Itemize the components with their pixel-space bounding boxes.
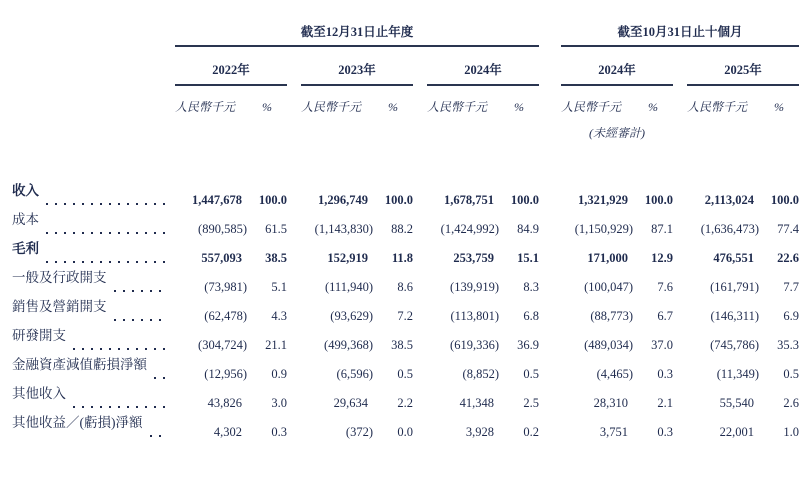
value-cell: 55,540: [719, 396, 755, 410]
dot-leader: [114, 311, 168, 324]
column-gap: [673, 382, 687, 411]
group-gap: [539, 46, 561, 85]
percent-cell: 88.2: [391, 222, 413, 236]
value-cell: (4,465): [596, 367, 634, 381]
percent-cell: 100.0: [510, 193, 540, 207]
value-cell: 28,310: [593, 396, 629, 410]
column-gap: [413, 237, 427, 266]
percent-label: %: [648, 100, 659, 114]
empty-cell: [12, 141, 799, 179]
value-cell: 29,634: [333, 396, 368, 410]
row-label: [12, 179, 175, 208]
value-cell: 1,296,749: [318, 193, 368, 207]
value-cell: (139,919): [450, 280, 499, 294]
value-cell: 41,348: [459, 396, 494, 410]
percent-cell: 4.3: [271, 309, 287, 323]
percent-cell: 0.9: [271, 367, 287, 381]
percent-cell: 3.0: [271, 396, 287, 410]
column-gap: [413, 324, 427, 353]
column-gap: [673, 411, 687, 440]
value-cell: 3,928: [465, 425, 494, 439]
percent-cell: 0.0: [397, 425, 413, 439]
percent-cell: 2.2: [397, 396, 413, 410]
column-gap: [413, 411, 427, 440]
column-gap: [287, 324, 301, 353]
table-row: [12, 324, 799, 353]
group-gap: [539, 22, 561, 46]
percent-cell: 22.6: [777, 251, 800, 265]
column-gap: [413, 382, 427, 411]
table-row: [12, 411, 799, 440]
row-label-text: 毛利: [12, 241, 39, 256]
value-cell: (1,424,992): [440, 222, 499, 236]
value-cell: (62,478): [204, 309, 247, 323]
percent-cell: 0.5: [397, 367, 413, 381]
percent-cell: 6.9: [783, 309, 800, 323]
value-cell: (146,311): [710, 309, 760, 323]
value-cell: 476,551: [713, 251, 755, 265]
period-group-ten-month: 截至10月31日止十個月: [561, 22, 799, 46]
row-label: [12, 208, 175, 237]
dot-leader: [150, 427, 168, 440]
group-gap: [539, 411, 561, 440]
header-body-spacer: [12, 141, 799, 179]
column-gap: [287, 237, 301, 266]
dot-leader: [46, 253, 167, 266]
unit-label: 人民幣千元: [427, 100, 488, 114]
value-cell: 4,302: [213, 425, 242, 439]
group-gap: [539, 85, 561, 115]
dot-leader: [46, 224, 167, 237]
percent-cell: 15.1: [517, 251, 540, 265]
column-gap: [287, 411, 301, 440]
table-row: [12, 295, 799, 324]
percent-cell: 35.3: [777, 338, 800, 352]
percent-cell: 36.9: [517, 338, 540, 352]
value-cell: (161,791): [710, 280, 760, 294]
value-cell: 43,826: [207, 396, 242, 410]
percent-cell: 38.5: [391, 338, 413, 352]
percent-cell: 100.0: [384, 193, 413, 207]
percent-label: %: [388, 100, 398, 114]
column-gap: [673, 237, 687, 266]
percent-cell: 7.6: [657, 280, 674, 294]
dot-leader: [46, 195, 167, 208]
row-label-text: 收入: [12, 183, 39, 198]
unit-label: 人民幣千元: [687, 100, 748, 114]
percent-cell: 84.9: [517, 222, 540, 236]
unit-label: 人民幣千元: [175, 100, 236, 114]
percent-cell: 6.8: [523, 309, 540, 323]
table-row: [12, 353, 799, 382]
column-gap: [287, 85, 301, 115]
percent-label: %: [514, 100, 524, 114]
column-gap: [287, 353, 301, 382]
row-label-text: 其他收入: [12, 386, 66, 401]
dot-leader: [73, 398, 167, 411]
column-gap: [287, 46, 301, 85]
corner-cell: [12, 22, 175, 46]
value-cell: (88,773): [590, 309, 634, 323]
table-row: [12, 382, 799, 411]
unit-label: 人民幣千元: [561, 100, 622, 114]
percent-cell: 8.3: [523, 280, 540, 294]
column-gap: [413, 179, 427, 208]
row-label-text: 一般及行政開支: [12, 270, 107, 285]
value-cell: 2,113,024: [704, 193, 755, 207]
percent-cell: 5.1: [271, 280, 287, 294]
value-cell: 1,678,751: [444, 193, 494, 207]
column-gap: [287, 382, 301, 411]
row-label: [12, 295, 175, 324]
percent-cell: 21.1: [265, 338, 287, 352]
unit-header-row: [12, 85, 799, 115]
year-header-2024: 2024年: [427, 46, 539, 85]
percent-cell: 0.5: [783, 367, 800, 381]
value-cell: (1,150,929): [574, 222, 634, 236]
value-cell: (619,336): [450, 338, 499, 352]
row-label-text: 成本: [12, 212, 39, 227]
group-gap: [539, 382, 561, 411]
table-body: [12, 179, 799, 440]
value-cell: 1,447,678: [192, 193, 242, 207]
value-cell: (113,801): [450, 309, 499, 323]
value-cell: (1,636,473): [700, 222, 760, 236]
column-gap: [413, 46, 427, 85]
percent-cell: 2.5: [523, 396, 540, 410]
value-cell: (6,596): [336, 367, 373, 381]
column-gap: [673, 179, 687, 208]
dot-leader: [73, 340, 167, 353]
column-gap: [413, 85, 427, 115]
group-gap: [539, 324, 561, 353]
column-gap: [287, 179, 301, 208]
column-gap: [673, 208, 687, 237]
financial-summary-table: [12, 22, 799, 440]
value-cell: (12,956): [204, 367, 247, 381]
value-cell: 171,000: [587, 251, 629, 265]
dot-leader: [114, 282, 168, 295]
percent-cell: 1.0: [783, 425, 800, 439]
column-gap: [287, 266, 301, 295]
unaudited-note-row: [12, 115, 799, 141]
percent-cell: 61.5: [265, 222, 287, 236]
column-gap: [413, 295, 427, 324]
column-gap: [287, 208, 301, 237]
percent-cell: 11.8: [391, 251, 413, 265]
group-gap: [539, 266, 561, 295]
unaudited-note: (未經審計): [589, 126, 646, 140]
group-gap: [539, 295, 561, 324]
percent-cell: 7.2: [397, 309, 413, 323]
percent-cell: 100.0: [258, 193, 287, 207]
value-cell: (372): [345, 425, 373, 439]
column-gap: [413, 353, 427, 382]
value-cell: (11,349): [716, 367, 760, 381]
period-group-header-row: [12, 22, 799, 46]
value-cell: (73,981): [204, 280, 247, 294]
table-row: [12, 266, 799, 295]
value-cell: 557,093: [201, 251, 242, 265]
percent-cell: 8.6: [397, 280, 413, 294]
corner-cell: [12, 46, 175, 85]
percent-cell: 38.5: [265, 251, 287, 265]
table-row: [12, 179, 799, 208]
value-cell: (499,368): [324, 338, 373, 352]
percent-cell: 37.0: [651, 338, 674, 352]
row-label: [12, 411, 175, 440]
value-cell: (100,047): [584, 280, 634, 294]
value-cell: (8,852): [462, 367, 499, 381]
percent-cell: 87.1: [651, 222, 674, 236]
percent-cell: 2.1: [657, 396, 674, 410]
year-header-2022: 2022年: [175, 46, 287, 85]
value-cell: 3,751: [599, 425, 629, 439]
year-header-2024-ten-month: 2024年: [561, 46, 673, 85]
table-row: [12, 237, 799, 266]
value-cell: (304,724): [198, 338, 247, 352]
percent-cell: 7.7: [783, 280, 800, 294]
value-cell: (890,585): [198, 222, 247, 236]
column-gap: [673, 85, 687, 115]
percent-cell: 12.9: [651, 251, 674, 265]
row-label: [12, 353, 175, 382]
dot-leader: [154, 369, 167, 382]
percent-cell: 6.7: [657, 309, 674, 323]
row-label: [12, 266, 175, 295]
column-gap: [413, 208, 427, 237]
empty-cell: [673, 115, 799, 141]
percent-cell: 0.5: [523, 367, 540, 381]
empty-cell: [12, 115, 561, 141]
value-cell: 152,919: [327, 251, 368, 265]
row-label: [12, 237, 175, 266]
percent-cell: 0.3: [657, 367, 674, 381]
row-label-text: 金融資產減值虧損淨額: [12, 357, 147, 372]
column-gap: [673, 353, 687, 382]
value-cell: (745,786): [710, 338, 760, 352]
corner-cell: [12, 85, 175, 115]
column-gap: [673, 324, 687, 353]
percent-cell: 100.0: [770, 193, 800, 207]
group-gap: [539, 353, 561, 382]
group-gap: [539, 237, 561, 266]
value-cell: 22,001: [719, 425, 755, 439]
percent-cell: 0.3: [271, 425, 287, 439]
unit-label: 人民幣千元: [301, 100, 362, 114]
value-cell: 253,759: [453, 251, 494, 265]
percent-label: %: [774, 100, 785, 114]
row-label-text: 研發開支: [12, 328, 66, 343]
group-gap: [539, 179, 561, 208]
year-header-2025: 2025年: [687, 46, 799, 85]
value-cell: (489,034): [584, 338, 634, 352]
column-gap: [673, 266, 687, 295]
column-gap: [413, 266, 427, 295]
row-label: [12, 324, 175, 353]
year-header-row: [12, 46, 799, 85]
percent-cell: 0.2: [523, 425, 540, 439]
year-header-2023: 2023年: [301, 46, 413, 85]
value-cell: (93,629): [330, 309, 373, 323]
percent-label: %: [262, 100, 272, 114]
table-row: [12, 208, 799, 237]
period-group-annual: 截至12月31日止年度: [175, 22, 539, 46]
percent-cell: 2.6: [783, 396, 800, 410]
row-label-text: 銷售及營銷開支: [12, 299, 107, 314]
value-cell: (1,143,830): [314, 222, 373, 236]
column-gap: [673, 46, 687, 85]
column-gap: [287, 295, 301, 324]
column-gap: [673, 295, 687, 324]
percent-cell: 0.3: [657, 425, 674, 439]
value-cell: 1,321,929: [578, 193, 629, 207]
percent-cell: 77.4: [777, 222, 800, 236]
group-gap: [539, 208, 561, 237]
row-label: [12, 382, 175, 411]
row-label-text: 其他收益／(虧損)淨額: [12, 415, 143, 430]
value-cell: (111,940): [324, 280, 373, 294]
percent-cell: 100.0: [644, 193, 674, 207]
